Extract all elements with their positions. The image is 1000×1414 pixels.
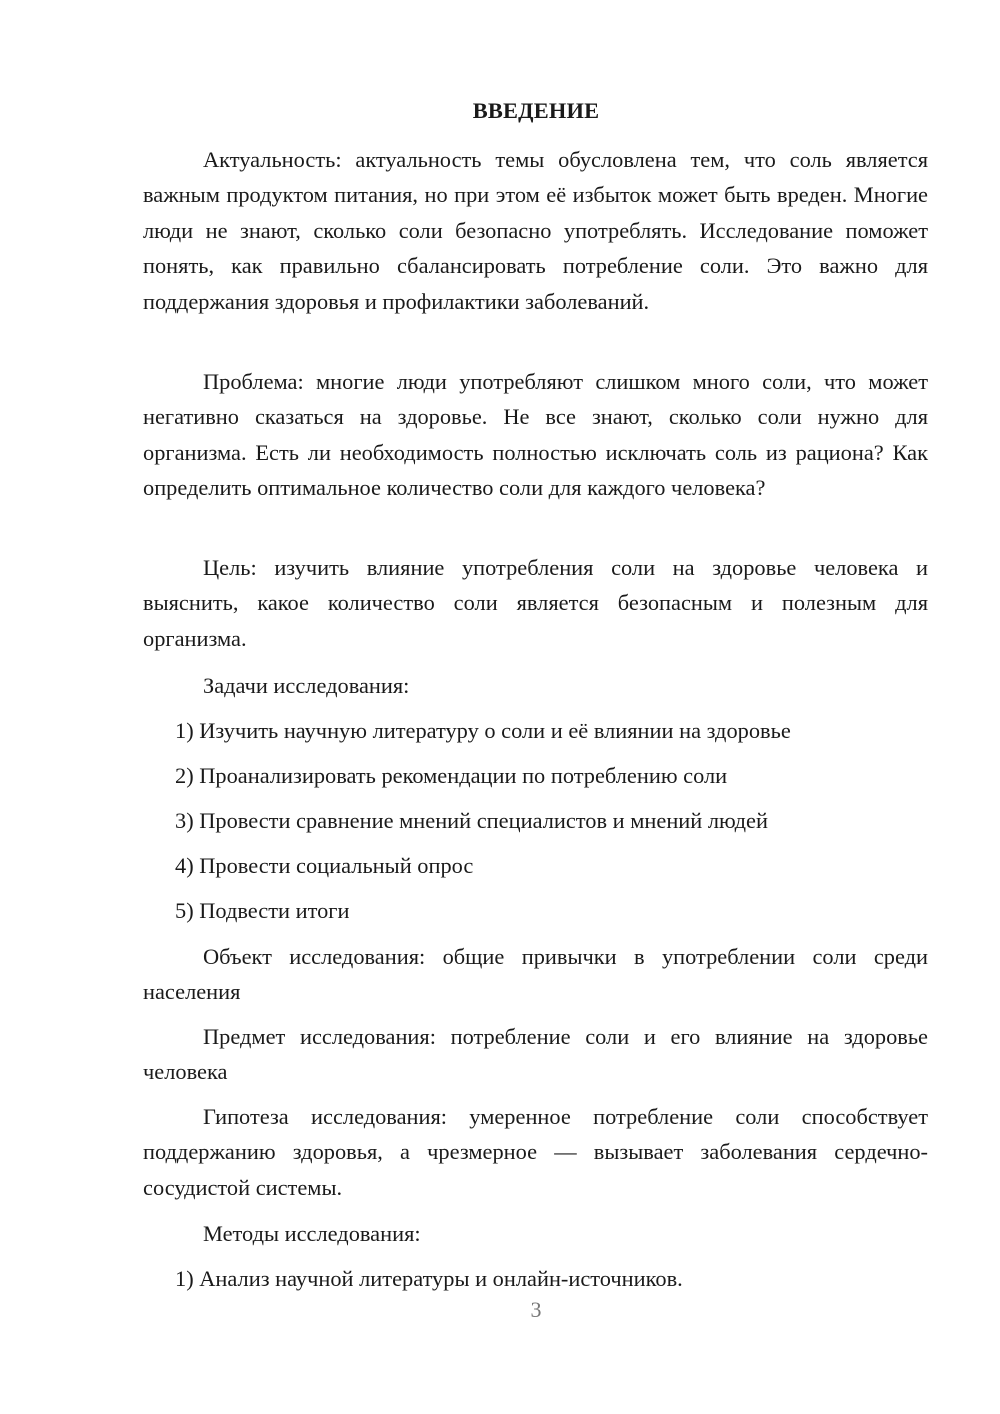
paragraph-goal: Цель: изучить влияние употребления соли на здоровье человека и выяснить, какое количество соли является безопасным и полезным для организма.: [143, 555, 928, 651]
page-title: ВВЕДЕНИЕ: [472, 98, 600, 123]
paragraph-problem: Проблема: многие люди употребляют слишком много соли, что может негативно сказаться на здоровье. Не все знают, сколько соли нужно для организма. Есть ли необходимость полностью исключать соль из рациона? Как определить оптимальное количество соли для каждого человека?: [143, 369, 928, 501]
paragraph-object: Объект исследования: общие привычки в употреблении соли среди населения: [143, 944, 928, 1005]
task-item: 4) Провести социальный опрос: [175, 853, 474, 878]
paragraph-hypothesis: Гипотеза исследования: умеренное потребление соли способствует поддержанию здоровья, а чрезмерное — вызывает заболевания сердечно-сосудистой системы.: [143, 1104, 928, 1200]
paragraph-subject: Предмет исследования: потребление соли и его влияние на здоровье человека: [143, 1024, 928, 1085]
task-item: 1) Изучить научную литературу о соли и её влиянии на здоровье: [175, 718, 791, 743]
methods-heading: Методы исследования:: [203, 1221, 421, 1246]
task-item: 5) Подвести итоги: [175, 898, 350, 923]
tasks-heading: Задачи исследования:: [203, 673, 410, 698]
task-item: 3) Провести сравнение мнений специалистов и мнений людей: [175, 808, 768, 833]
page-number: 3: [530, 1297, 542, 1322]
task-item: 2) Проанализировать рекомендации по потреблению соли: [175, 763, 728, 788]
paragraph-relevance: Актуальность: актуальность темы обусловлена тем, что соль является важным продуктом питания, но при этом её избыток может быть вреден. Многие люди не знают, сколько соли безопасно употреблять. Исследование поможет понять, как правильно сбалансировать потребление соли. Это важно для поддержания здоровья и профилактики заболеваний.: [143, 147, 928, 314]
method-item: 1) Анализ научной литературы и онлайн-источников.: [175, 1266, 683, 1291]
